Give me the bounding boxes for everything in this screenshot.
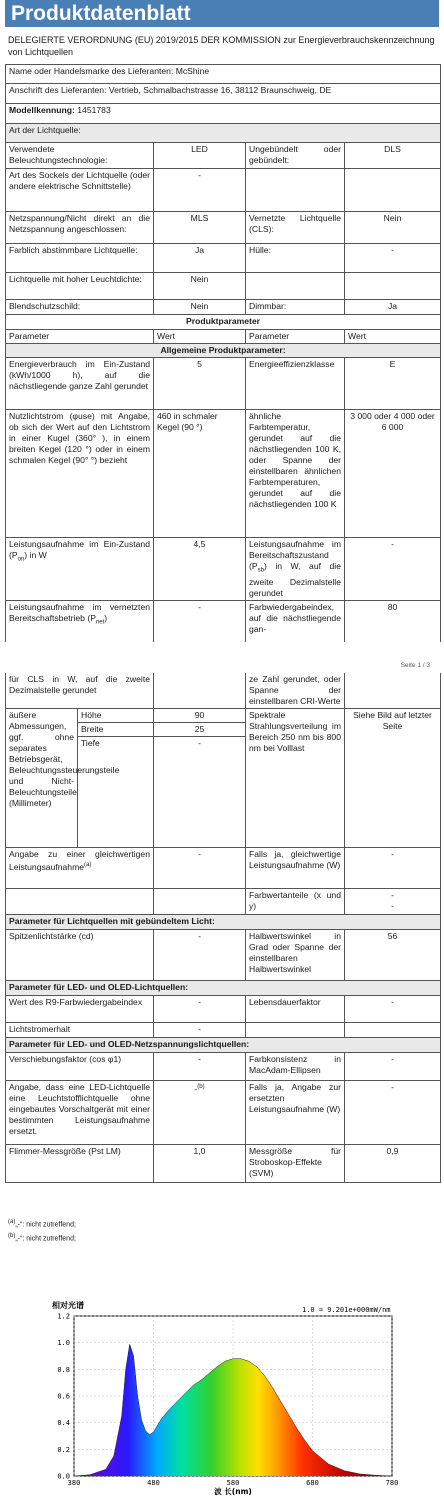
param-label: Hülle:	[246, 244, 345, 273]
supplier-name-row	[6, 65, 441, 84]
table-row	[6, 848, 441, 889]
footnote-a: (a)„-“: nicht zutreffend;	[8, 1219, 76, 1229]
param-value: Nein	[345, 212, 441, 244]
param-value: E	[345, 358, 441, 410]
param-label: Energieverbrauch im Ein-Zustand (kWh/1000 h), auf die nächstliegende ganze Zahl gerundet	[6, 358, 154, 410]
param-label: Vernetzte Lichtquelle (CLS):	[246, 212, 345, 244]
y-tick-label: 1.2	[57, 1312, 70, 1321]
param-label: Angabe zu einer gleichwertigen Leistungsaufnahme$^{(a)}$	[6, 848, 154, 889]
param-value: 0,9	[345, 1145, 441, 1183]
model-row	[6, 104, 441, 124]
width-label: Breite	[78, 723, 154, 737]
param-value: -	[345, 996, 441, 1023]
supplier-address-value: Vertrieb, Schmalbachstrasse 16, 38112 Braunschweig, DE	[108, 85, 332, 95]
table-row	[6, 143, 441, 169]
param-value: 3 000 oder 4 000 oder 6 000	[345, 410, 441, 538]
param-value: -$^{(b)}$	[154, 1081, 246, 1145]
param-label: Falls ja, gleichwertige Leistungsaufnahme (W)	[246, 848, 345, 889]
param-value: 5	[154, 358, 246, 410]
table-row	[6, 1081, 441, 1145]
footnote-b: (b)„-“: nicht zutreffend;	[8, 1233, 76, 1243]
model-label: Modellkennung:	[9, 105, 75, 115]
table-row	[6, 300, 441, 315]
param-label: ähnliche Farbtemperatur, gerundet auf die nächstliegenden 100 K, oder Spanne der einstellbaren ähnlichen Farbtemperaturen, gerundet auf die nächstliegenden 100 K	[246, 410, 345, 538]
param-label: Energieeffizienzklasse	[246, 358, 345, 410]
column-header: Parameter	[6, 330, 154, 344]
y-tick-label: 0.4	[57, 1419, 70, 1428]
param-value	[345, 273, 441, 300]
param-value	[154, 673, 246, 709]
table-row	[6, 273, 441, 300]
param-label: Ungebündelt oder gebündelt:	[246, 143, 345, 169]
type-section-heading: Art der Lichtquelle:	[6, 124, 441, 143]
page-number: Seite 1 / 3	[400, 662, 430, 669]
param-value: MLS	[154, 212, 246, 244]
param-label: Farbwertanteile (x und y)	[246, 889, 345, 915]
spectral-value: Siehe Bild auf letzter Seite	[345, 709, 441, 848]
supplier-name-value: McShine	[175, 66, 210, 76]
depth-label: Tiefe	[78, 737, 154, 848]
chart-annotation: 1.0 = 9.201e+000mW/nm	[302, 1306, 391, 1314]
param-value: -	[345, 1081, 441, 1145]
regulation-intro: DELEGIERTE VERORDNUNG (EU) 2019/2015 DER KOMMISSION zur Energieverbrauchskennzeichnung von Lichtquellen	[8, 35, 435, 57]
param-value: Ja	[345, 300, 441, 315]
param-label: Spitzenlichtstärke (cd)	[6, 930, 154, 981]
column-header: Parameter	[246, 330, 345, 344]
chroma-x-value: -	[391, 890, 394, 900]
table-row	[6, 244, 441, 273]
table-row	[6, 709, 441, 723]
param-label: Leistungsaufnahme im Bereitschaftszustand $(P_{sb})$ in W, auf die zweite Dezimalstelle gerundet	[246, 538, 345, 601]
param-label: Farblich abstimmbare Lichtquelle:	[6, 244, 154, 273]
param-label: Blendschutzschild:	[6, 300, 154, 315]
y-tick-label: 0.8	[57, 1365, 70, 1374]
param-label: Wert des R9-Farbwiedergabeindex	[6, 996, 154, 1023]
param-value: -	[154, 1023, 246, 1038]
param-label: Netzspannung/Nicht direkt an die Netzspannung angeschlossen:	[6, 212, 154, 244]
param-value	[345, 673, 441, 709]
datasheet-table-page1	[5, 64, 441, 642]
param-value: -	[345, 848, 441, 889]
param-value: Ja	[154, 244, 246, 273]
param-value	[345, 889, 441, 915]
table-row	[6, 410, 441, 538]
param-label: für CLS in W, auf die zweite Dezimalstelle gerundet	[6, 673, 154, 709]
height-label: Höhe	[78, 709, 154, 723]
param-label: Leistungsaufnahme im Ein-Zustand $(P_{on})$ in W	[6, 538, 154, 601]
param-value: -	[154, 1053, 246, 1081]
directional-heading: Parameter für Lichtquellen mit gebündeltem Licht:	[6, 915, 441, 930]
param-label: Leistungsaufnahme im vernetzten Bereitschaftsbetrieb $(P_{net})$	[6, 600, 154, 642]
param-value: -	[154, 600, 246, 642]
chart-title: 相对光谱	[52, 1301, 84, 1310]
param-label	[246, 169, 345, 212]
column-header: Wert	[345, 330, 441, 344]
param-value: 56	[345, 930, 441, 981]
table-row	[6, 1023, 441, 1038]
param-value: DLS	[345, 143, 441, 169]
height-value: 90	[154, 709, 246, 723]
x-axis-ticks	[68, 1479, 399, 1487]
param-label: Farbkonsistenz in MacAdam-Ellipsen	[246, 1053, 345, 1081]
page-title: Produktdatenblatt	[5, 0, 439, 27]
x-tick-label: 780	[385, 1479, 399, 1487]
chroma-y-value: -	[391, 901, 394, 911]
param-value: 460 in schmaler Kegel (90 °)	[154, 410, 246, 538]
y-tick-label: 0.2	[57, 1445, 70, 1454]
param-value: -	[345, 538, 441, 601]
table-row	[6, 673, 441, 709]
width-value: 25	[154, 723, 246, 737]
dimensions-label: äußere Abmessungen, ggf. ohne separates Betriebsgerät, Beleuchtungssteuerungsteile und Nicht-Beleuchtungsteile (Millimeter)	[6, 709, 78, 848]
param-label: Lichtstromerhalt	[6, 1023, 154, 1038]
y-tick-label: 1.0	[57, 1339, 70, 1348]
table-row	[6, 930, 441, 981]
table-row	[6, 358, 441, 410]
table-row	[6, 212, 441, 244]
supplier-address-label: Anschrift des Lieferanten:	[9, 85, 107, 95]
param-label: Flimmer-Messgröße (Pst LM)	[6, 1145, 154, 1183]
param-label	[246, 273, 345, 300]
param-label: Messgröße für Stroboskop-Effekte (SVM)	[246, 1145, 345, 1183]
param-value: -	[154, 996, 246, 1023]
param-label: Halbwertswinkel in Grad oder Spanne der einstellbaren Halbwertswinkel	[246, 930, 345, 981]
table-row	[6, 889, 441, 915]
param-label: Farbwiedergabeindex, auf die nächstliegende gan-	[246, 600, 345, 642]
param-label: Angabe, dass eine LED-Lichtquelle eine Leuchtstofflichtquelle ohne eingebautes Vorschaltgerät mit einer bestimmten Leistungsaufnahme ersetzt.	[6, 1081, 154, 1145]
param-label: Lebensdauerfaktor	[246, 996, 345, 1023]
param-value: LED	[154, 143, 246, 169]
param-value: 80	[345, 600, 441, 642]
table-row	[6, 600, 441, 642]
param-value: -	[154, 169, 246, 212]
y-tick-label: 0.6	[57, 1392, 70, 1401]
param-value: 4,5	[154, 538, 246, 601]
param-label: ze Zahl gerundet, oder Spanne der einstellbaren CRI-Werte	[246, 673, 345, 709]
y-tick-label: 0.0	[57, 1472, 70, 1481]
depth-value: -	[154, 737, 246, 848]
param-label: Verwendete Beleuchtungstechnologie:	[6, 143, 154, 169]
param-label: Falls ja, Angabe zur ersetzten Leistungsaufnahme (W)	[246, 1081, 345, 1145]
param-label: Verschiebungsfaktor (cos φ1)	[6, 1053, 154, 1081]
table-row	[6, 169, 441, 212]
x-axis-label: 波 长(nm)	[214, 1487, 252, 1496]
param-label: Art des Sockels der Lichtquelle (oder andere elektrische Schnittstelle)	[6, 169, 154, 212]
table-row	[6, 538, 441, 601]
table-row	[6, 1053, 441, 1081]
param-label: Nutzlichtstrom (φuse) mit Angabe, ob sich der Wert auf den Lichtstrom in einer Kugel (360° ), in einem breiten Kegel (120 °) oder in einem schmalen Kegel (90° °) bezieht	[6, 410, 154, 538]
y-axis-ticks	[57, 1313, 70, 1481]
x-tick-label: 480	[147, 1479, 160, 1487]
spectral-label: Spektrale Strahlungsverteilung im Bereich 250 nm bis 800 nm bei Volllast	[246, 709, 345, 848]
param-value: -	[345, 244, 441, 273]
param-value: Nein	[154, 300, 246, 315]
param-label: Lichtquelle mit hoher Leuchtdichte:	[6, 273, 154, 300]
param-value: -	[345, 1053, 441, 1081]
datasheet-table-page2	[5, 673, 441, 1183]
x-tick-label: 680	[306, 1479, 319, 1487]
table-row	[6, 996, 441, 1023]
column-header: Wert	[154, 330, 246, 344]
x-tick-label: 380	[67, 1479, 81, 1487]
param-value: 1,0	[154, 1145, 246, 1183]
param-value: -	[154, 848, 246, 889]
spectrum-chart	[40, 1298, 404, 1498]
param-value: Nein	[154, 273, 246, 300]
supplier-address-row	[6, 84, 441, 104]
mains-heading: Parameter für LED- und OLED-Netzspannungslichtquellen:	[6, 1038, 441, 1053]
column-header-row	[6, 330, 441, 344]
table-row	[6, 1145, 441, 1183]
led-heading: Parameter für LED- und OLED-Lichtquellen:	[6, 981, 441, 996]
general-params-heading: Allgemeine Produktparameter:	[6, 344, 441, 358]
param-value: -	[154, 930, 246, 981]
model-value: 1451783	[77, 105, 111, 115]
x-tick-label: 580	[226, 1479, 240, 1487]
param-label: Dimmbar:	[246, 300, 345, 315]
param-value	[345, 169, 441, 212]
supplier-name-label: Name oder Handelsmarke des Lieferanten:	[9, 66, 174, 76]
product-params-heading: Produktparameter	[6, 315, 441, 330]
